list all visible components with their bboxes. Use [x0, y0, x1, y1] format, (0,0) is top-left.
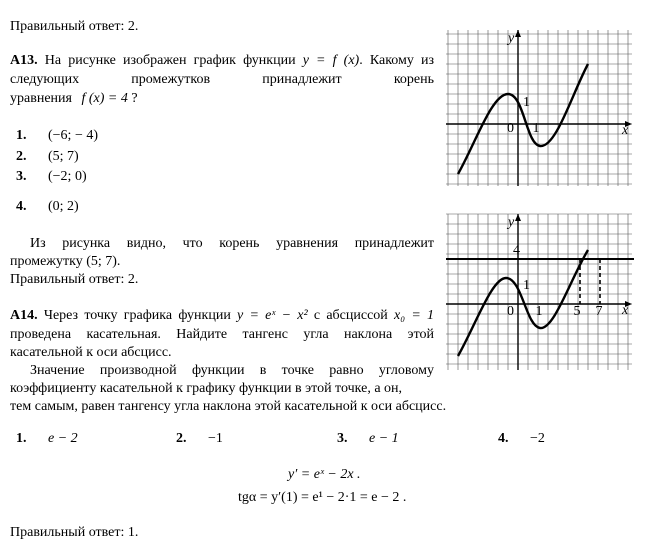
graph-1-curve: [458, 64, 588, 174]
a13-function: y = f (x): [302, 53, 360, 68]
previous-answer: Правильный ответ: 2.: [10, 19, 139, 34]
a13-solution: Из рисунка видно, что корень уравнения принадлежит промежутку (5; 7).: [10, 236, 434, 269]
graph-2-origin: 0: [507, 304, 514, 319]
graph-1-y-arrow: [515, 30, 521, 37]
a13-solution-line1: Из рисунка видно, что корень уравнения принадлежит: [30, 236, 434, 251]
a14-problem: [10, 307, 447, 415]
a13-line3-suffix: ?: [131, 91, 138, 106]
graph-1-unit-x: 1: [532, 121, 540, 136]
graph-1-x-label: x: [622, 123, 629, 138]
a13-option-4: 4. (0; 2): [16, 199, 79, 214]
graph-2-x-label: x: [622, 303, 629, 318]
a14-explanation-1: Значение производной функции в точке равно угловому: [30, 363, 434, 378]
graph-1-y-label: y: [508, 31, 515, 46]
a14-function: y = eˣ − x²: [237, 308, 308, 323]
a13-equation: f (x) = 4: [81, 91, 128, 106]
a13-line3-prefix: уравнения: [10, 91, 72, 106]
a13-label: А13.: [10, 53, 38, 68]
a13-solution-interval: (5; 7): [86, 254, 117, 269]
graph-2-curve: [458, 250, 588, 356]
a14-explanation-3: тем самым, равен тангенсу угла наклона этой касательной к оси абсцисс.: [10, 399, 447, 414]
a14-line2: проведена касательная. Найдите тангенс угла наклона этой: [10, 327, 434, 342]
a13-solution-prefix: промежутку: [10, 254, 83, 269]
a14-formula-2: tgα = y′(1) = e¹ − 2·1 = e − 2 .: [238, 490, 407, 505]
a13-option-2: 2. (5; 7): [16, 149, 79, 164]
graph-2-label-7: 7: [595, 304, 603, 319]
graph-1-origin: 0: [507, 121, 514, 136]
a14-explanation-2: коэффициенту касательной к графику функции в этой точке, а он,: [10, 381, 403, 396]
a14-formula-1: y′ = eˣ − 2x .: [288, 467, 361, 482]
a13-text-before: На рисунке изображен график функции: [44, 53, 296, 68]
a13-text-after: . Какому из: [359, 53, 435, 68]
graph-2-unit-y: 1: [523, 278, 530, 293]
graph-2-label-5: 5: [573, 304, 581, 319]
a14-label: А14.: [10, 308, 38, 323]
graph-1-unit-y: 1: [523, 95, 530, 110]
a13-line2: следующих промежутков принадлежит корень: [10, 72, 434, 87]
a14-option-2: 2. −1: [176, 431, 223, 446]
graph-2-unit-x: 1: [535, 304, 543, 319]
a13-option-1: 1. (−6; − 4): [16, 128, 99, 143]
a14-option-1: 1. e − 2: [16, 431, 78, 446]
a14-answer: Правильный ответ: 1.: [10, 525, 139, 540]
a14-option-3: 3. e − 1: [337, 431, 399, 446]
a13-answer: Правильный ответ: 2.: [10, 272, 139, 287]
graph-2: [446, 214, 634, 370]
a14-line3: касательной к оси абсцисс.: [10, 345, 172, 360]
a14-text2: с абсциссой: [313, 308, 388, 323]
graph-2-grid: [446, 214, 632, 370]
a13-problem: [10, 52, 434, 107]
graph-1: [446, 30, 634, 186]
graph-2-y-arrow: [515, 214, 521, 221]
graph-2-label-4: 4: [513, 243, 520, 258]
a13-option-3: 3. (−2; 0): [16, 169, 87, 184]
a14-text1: Через точку графика функции: [43, 308, 231, 323]
a14-option-4: 4. −2: [498, 431, 545, 446]
graph-1-grid: [446, 30, 632, 186]
a14-x0: x₀ = 1: [394, 308, 435, 323]
graph-2-y-label: y: [508, 215, 515, 230]
